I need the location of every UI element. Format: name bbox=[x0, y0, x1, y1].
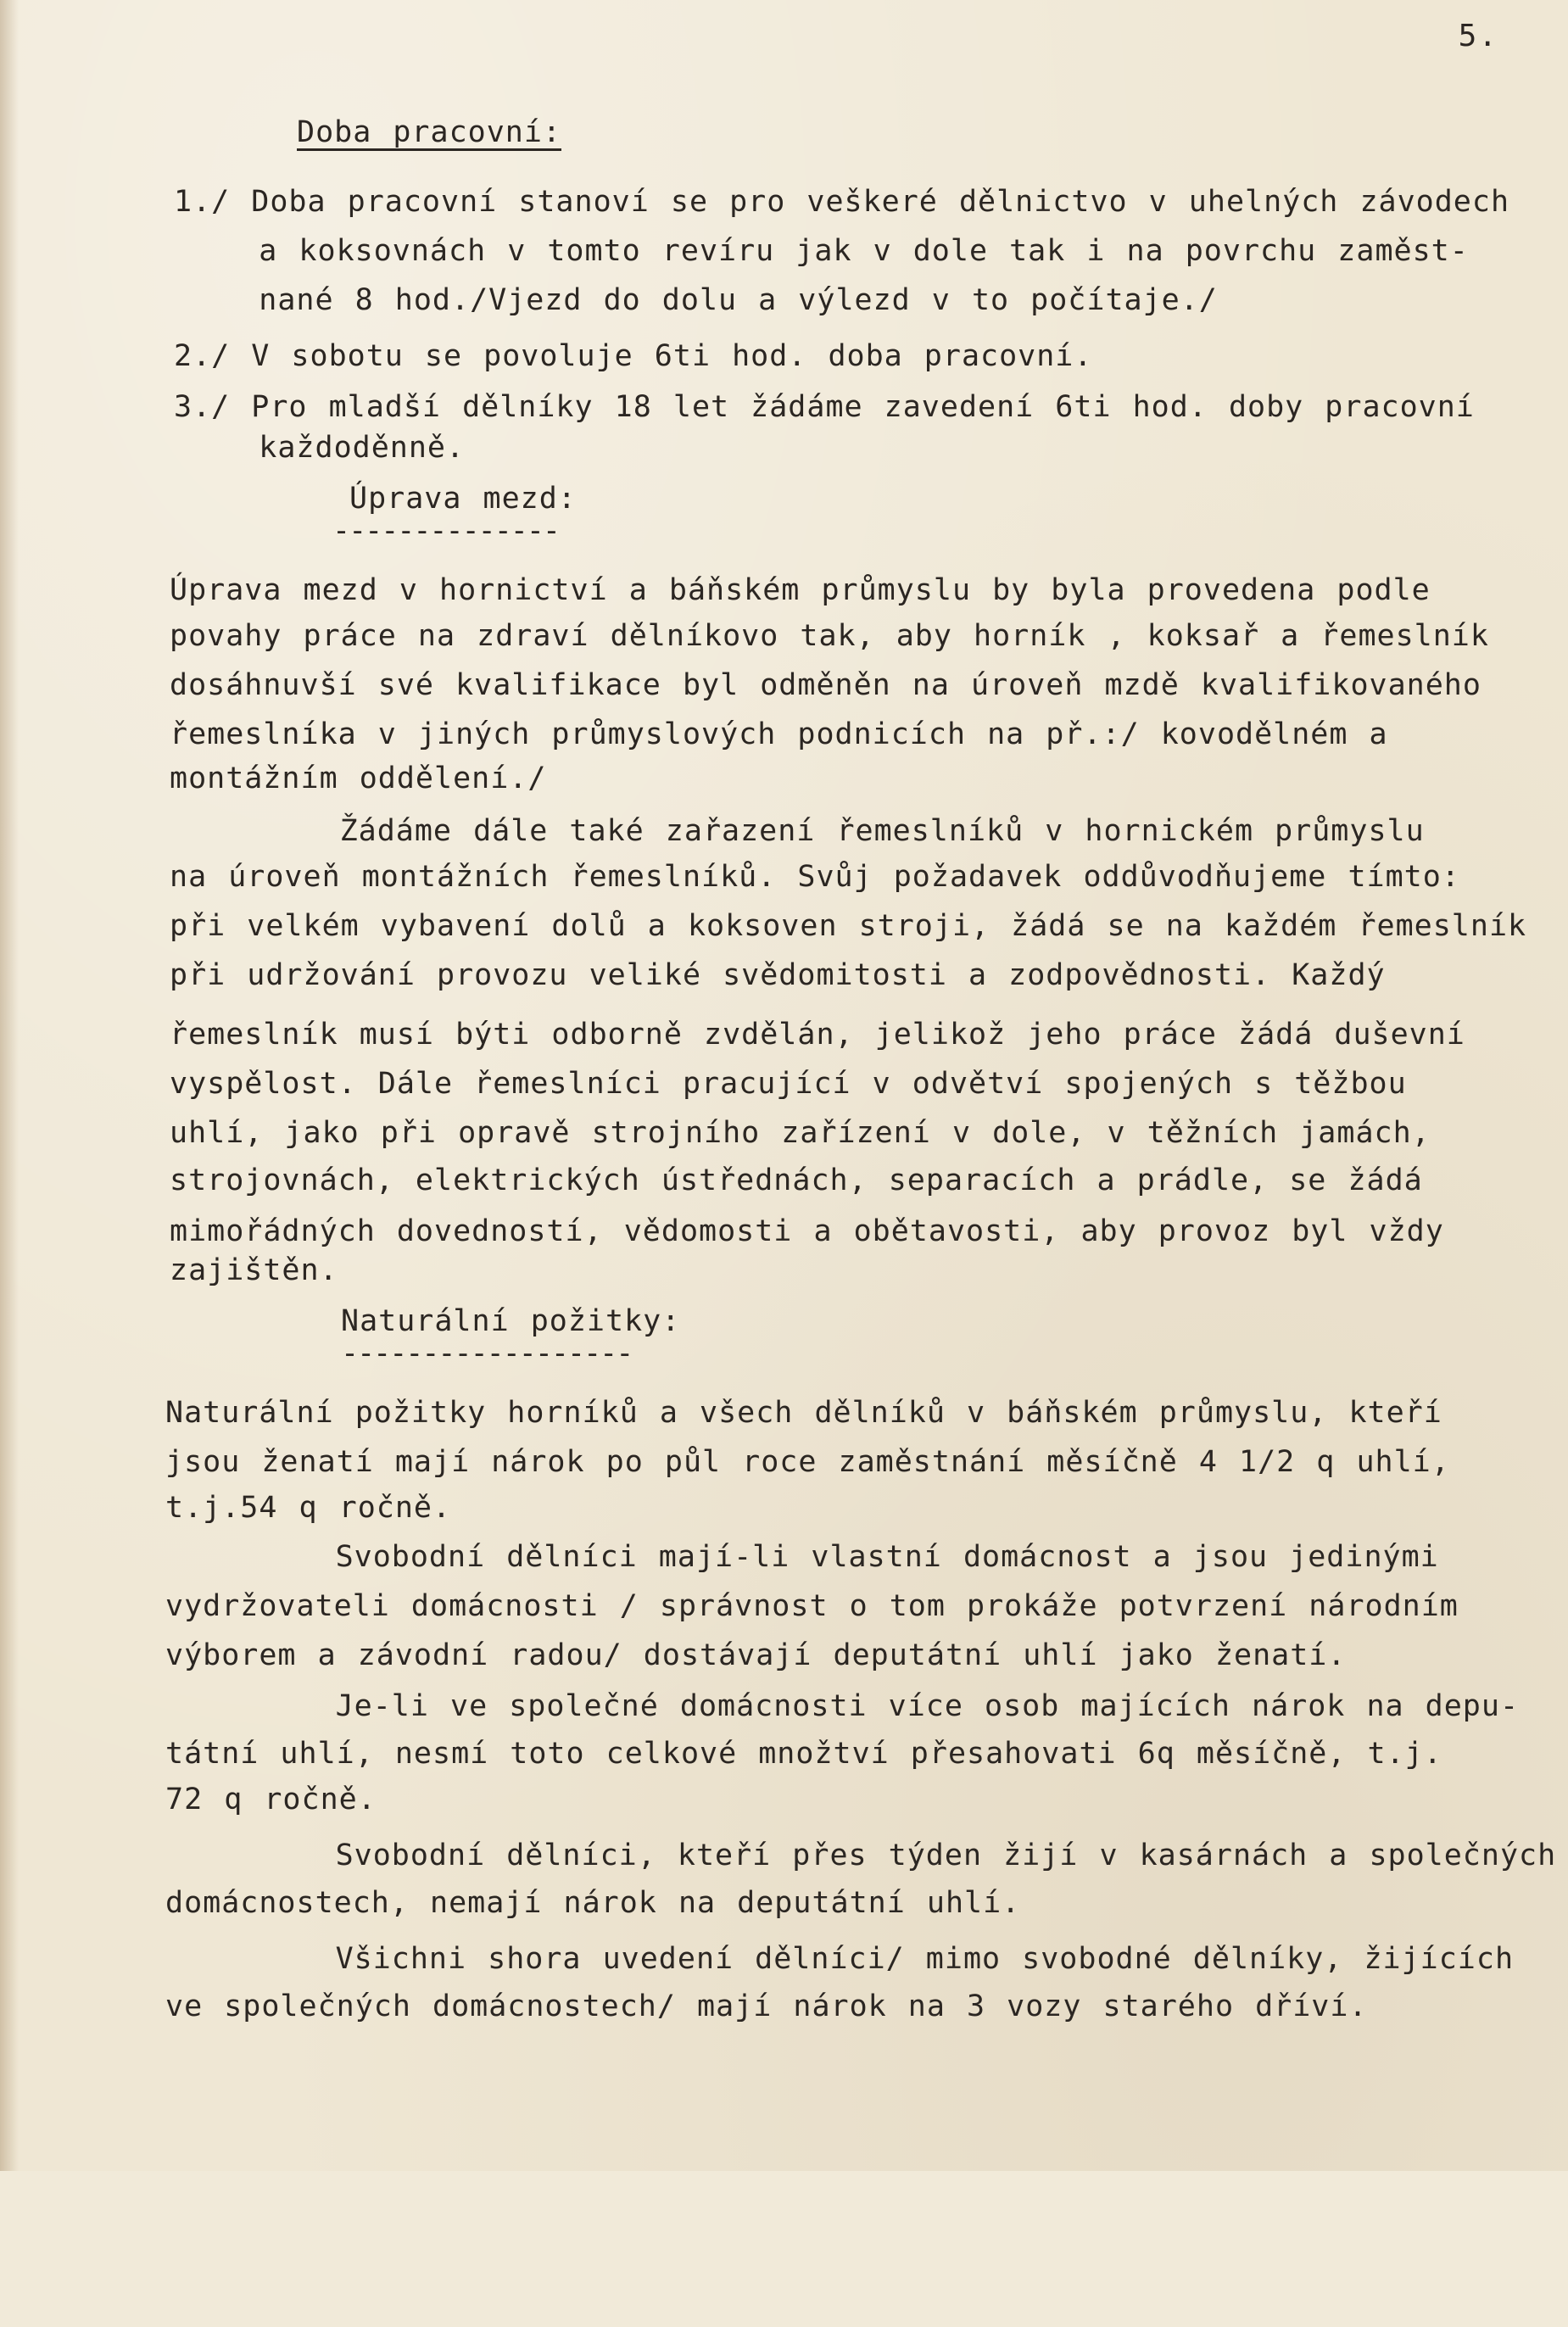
heading-naturalni-pozitky: Naturální požitky: bbox=[341, 1304, 681, 1338]
uprava-line-8: při velkém vybavení dolů a koksoven stroji, žádá se na každém řemeslník bbox=[170, 909, 1527, 943]
uprava-line-4: řemeslníka v jiných průmyslových podnicích na př.:/ kovodělném a bbox=[170, 717, 1388, 751]
page-number: 5. bbox=[1458, 19, 1498, 53]
naturalni-line-5: vydržovateli domácnosti / správnost o tom prokáže potvrzení národním bbox=[165, 1589, 1459, 1623]
doba-line-6: každoděnně. bbox=[174, 431, 466, 465]
heading-uprava-underline: -------------- bbox=[332, 514, 560, 548]
naturalni-line-1: Naturální požitky horníků a všech dělníků v báňském průmyslu, kteří bbox=[165, 1396, 1442, 1430]
naturalni-line-2: jsou ženatí mají nárok po půl roce zaměstnání měsíčně 4 1/2 q uhlí, bbox=[165, 1445, 1450, 1479]
doba-line-1: 1./ Doba pracovní stanoví se pro veškeré dělnictvo v uhelných závodech bbox=[174, 185, 1510, 219]
uprava-line-1: Úprava mezd v hornictví a báňském průmyslu by byla provedena podle bbox=[170, 573, 1431, 607]
naturalni-line-7: Je-li ve společné domácnosti více osob majících nárok na depu- bbox=[165, 1689, 1520, 1723]
heading-uprava-mezd: Úprava mezd: bbox=[349, 482, 577, 516]
uprava-line-7: na úroveň montážních řemeslníků. Svůj požadavek oddůvodňujeme tímto: bbox=[170, 860, 1460, 894]
doba-line-3: nané 8 hod./Vjezd do dolu a výlezd v to počítaje./ bbox=[174, 283, 1218, 317]
naturalni-line-10: Svobodní dělníci, kteří přes týden žijí v kasárnách a společných bbox=[165, 1839, 1557, 1872]
uprava-line-5: montážním oddělení./ bbox=[170, 762, 547, 795]
uprava-line-13: strojovnách, elektrických ústřednách, separacích a prádle, se žádá bbox=[170, 1164, 1423, 1197]
naturalni-line-8: tátní uhlí, nesmí toto celkové množtví přesahovati 6q měsíčně, t.j. bbox=[165, 1737, 1442, 1771]
naturalni-line-13: ve společných domácnostech/ mají nárok na 3 vozy starého dříví. bbox=[165, 1989, 1368, 2023]
naturalni-line-9: 72 q ročně. bbox=[165, 1783, 377, 1816]
uprava-line-14: mimořádných dovedností, vědomosti a obětavosti, aby provoz byl vždy bbox=[170, 1214, 1444, 1248]
naturalni-line-12: Všichni shora uvedení dělníci/ mimo svobodné dělníky, žijících bbox=[165, 1942, 1515, 1976]
doba-line-4: 2./ V sobotu se povoluje 6ti hod. doba pracovní. bbox=[174, 339, 1093, 373]
doba-line-2: a koksovnách v tomto revíru jak v dole tak i na povrchu zaměst- bbox=[174, 234, 1469, 268]
uprava-line-3: dosáhnuvší své kvalifikace byl odměněn na úroveň mzdě kvalifikovaného bbox=[170, 668, 1482, 702]
uprava-line-2: povahy práce na zdraví dělníkovo tak, aby horník , koksař a řemeslník bbox=[170, 619, 1489, 653]
naturalni-line-6: výborem a závodní radou/ dostávají deputátní uhlí jako ženatí. bbox=[165, 1638, 1347, 1672]
uprava-line-10: řemeslník musí býti odborně zvdělán, jelikož jeho práce žádá duševní bbox=[170, 1018, 1465, 1052]
uprava-line-15: zajištěn. bbox=[170, 1253, 338, 1287]
heading-naturalni-underline: ------------------ bbox=[341, 1336, 633, 1370]
naturalni-line-3: t.j.54 q ročně. bbox=[165, 1491, 452, 1525]
heading-doba-pracovni: Doba pracovní: bbox=[297, 115, 562, 149]
uprava-line-9: při udržování provozu veliké svědomitosti a zodpovědnosti. Každý bbox=[170, 958, 1386, 992]
uprava-line-6: Žádáme dále také zařazení řemeslníků v hornickém průmyslu bbox=[170, 814, 1425, 848]
naturalni-line-11: domácnostech, nemají nárok na deputátní uhlí. bbox=[165, 1886, 1021, 1920]
naturalni-line-4: Svobodní dělníci mají-li vlastní domácnost a jsou jedinými bbox=[165, 1540, 1439, 1574]
uprava-line-11: vyspělost. Dále řemeslníci pracující v odvětví spojených s těžbou bbox=[170, 1067, 1407, 1101]
uprava-line-12: uhlí, jako při opravě strojního zařízení v dole, v těžních jamách, bbox=[170, 1116, 1431, 1150]
doba-line-5: 3./ Pro mladší dělníky 18 let žádáme zavedení 6ti hod. doby pracovní bbox=[174, 390, 1475, 424]
